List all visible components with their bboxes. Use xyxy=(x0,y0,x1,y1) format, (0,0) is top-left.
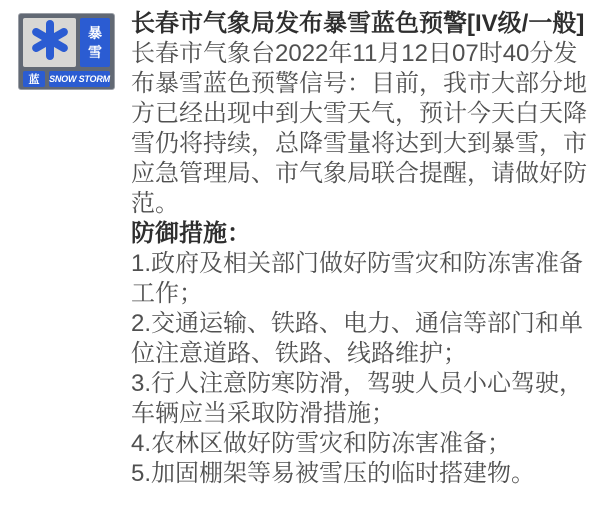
measure-item: 2.交通运输、铁路、电力、通信等部门和单位注意道路、铁路、线路维护； xyxy=(131,310,584,367)
measure-item: 4.农林区做好防雪灾和防冻害准备； xyxy=(131,430,512,457)
article-body: 长春市气象台2022年11月12日07时40分发布暴雪蓝色预警信号：目前，我市大部分地方已经出现中到大雪天气，预计今天白天降雪仍将持续，总降雪量将达到大到暴雪，市应急管理局、市气象局联合提醒，请做好防范。 xyxy=(131,40,587,217)
article-title: 长春市气象局发布暴雪蓝色预警[IV级/一般] xyxy=(131,10,585,37)
badge-english-cell xyxy=(49,71,110,87)
badge-bottom-row xyxy=(23,71,110,87)
badge-hanzi-top: 暴 xyxy=(88,24,102,41)
snowstorm-blue-warning-badge xyxy=(18,13,115,90)
measure-item: 3.行人注意防寒防滑，驾驶人员小心驾驶，车辆应当采取防滑措施； xyxy=(131,370,584,427)
badge-level-char: 蓝 xyxy=(28,74,40,86)
article-content xyxy=(131,9,594,489)
measure-item: 1.政府及相关部门做好防雪灾和防冻害准备工作； xyxy=(131,250,584,307)
measures-heading: 防御措施： xyxy=(131,220,251,247)
badge-hanzi-cell xyxy=(80,18,110,67)
badge-english-label: SNOW STORM xyxy=(49,74,110,84)
badge-top-row xyxy=(23,18,110,67)
badge-level-cell xyxy=(23,71,45,87)
snowflake-cell xyxy=(23,18,76,67)
snowflake-icon xyxy=(28,18,72,67)
badge-hanzi-bottom: 雪 xyxy=(88,43,102,60)
measure-item: 5.加固棚架等易被雪压的临时搭建物。 xyxy=(131,460,536,487)
